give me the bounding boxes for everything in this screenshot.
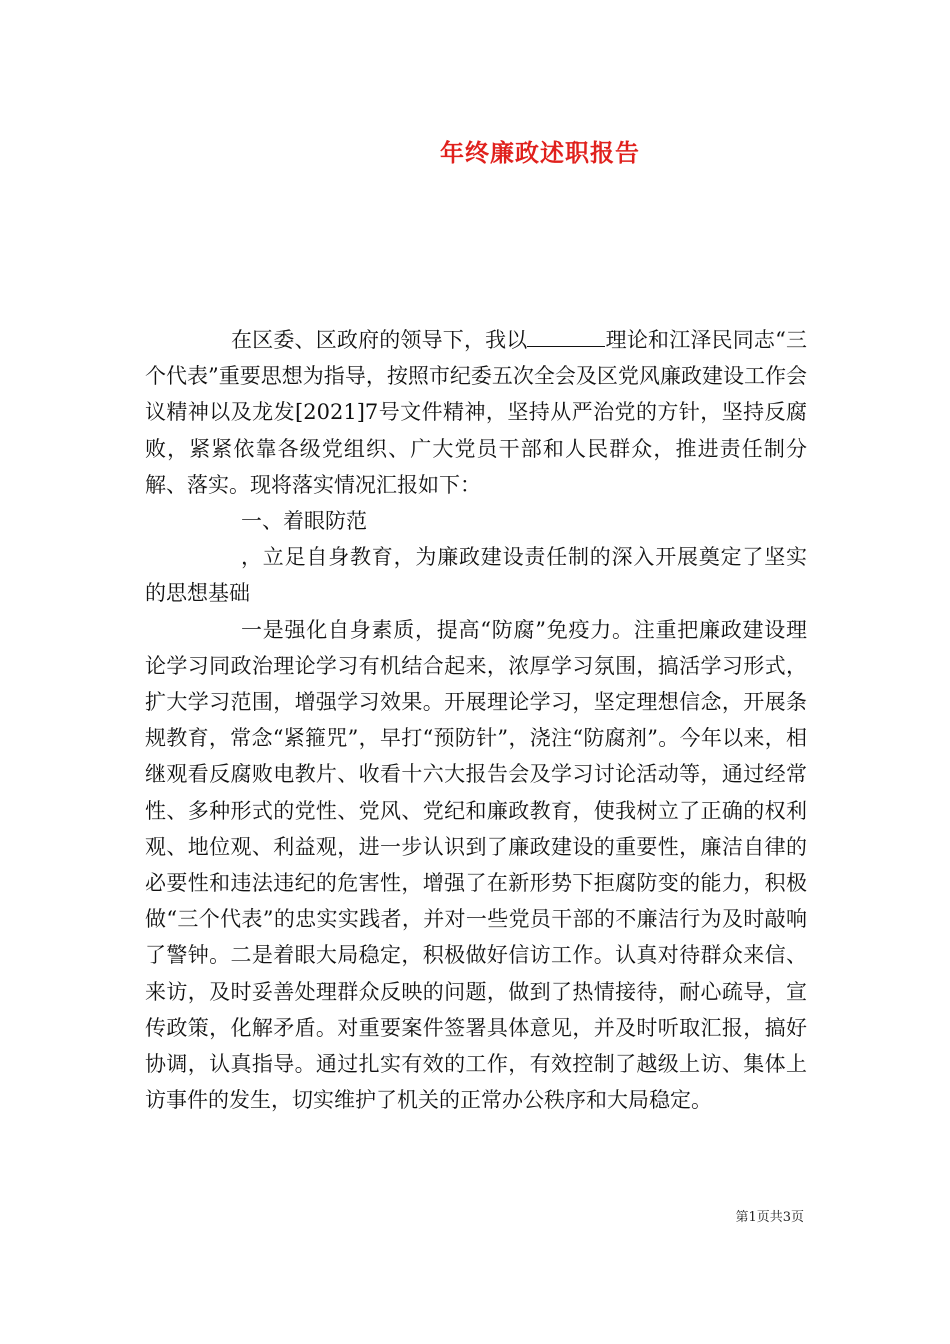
intro-paragraph (145, 322, 807, 503)
page-number: 第1页共3页 (735, 1210, 804, 1225)
main-paragraph: 一是强化自身素质，提高“防腐”免疫力。注重把廉政建设理论学习同政治理论学习有机结合起来，浓厚学习氛围，搞活学习形式，扩大学习范围，增强学习效果。开展理论学习，坚定理想信念，开展条规教育，常念“紧箍咒”，早打“预防针”，浇注“防腐剂”。今年以来，相继观看反腐败电教片、收看十六大报告会及学习讨论活动等，通过经常性、多种形式的党性、党风、党纪和廉政教育，使我树立了正确的权利观、地位观、利益观，进一步认识到了廉政建设的重要性，廉洁自律的必要性和违法违纪的危害性，增强了在新形势下拒腐防变的能力，积极做“三个代表”的忠实实践者，并对一些党员干部的不廉洁行为及时敲响了警钟。二是着眼大局稳定，积极做好信访工作。认真对待群众来信、来访，及时妥善处理群众反映的问题，做到了热情接待，耐心疏导，宣传政策，化解矛盾。对重要案件签署具体意见，并及时听取汇报，搞好协调，认真指导。通过扎实有效的工作，有效控制了越级上访、集体上访事件的发生，切实维护了机关的正常办公秩序和大局稳定。 (145, 617, 807, 1113)
document-body (145, 322, 807, 1118)
intro-text-after-blank: 理论和江泽民同志“三个代表”重要思想为指导，按照市纪委五次全会及区党风廉政建设工作会议精神以及龙发[2021]7号文件精神，坚持从严治党的方针，坚持反腐败，紧紧依靠各级党组织、广大党员干部和人民群众，推进责任制分解、落实。现将落实情况汇报如下： (145, 328, 807, 497)
section-heading: 一、着眼防范 (241, 509, 367, 534)
intro-text-before-blank: 在区委、区政府的领导下，我以 (231, 328, 528, 352)
fill-in-blank (527, 328, 605, 347)
document-title: 年终廉政述职报告 (440, 138, 640, 167)
section-continuation: ，立足自身教育，为廉政建设责任制的深入开展奠定了坚实的思想基础 (145, 545, 807, 606)
